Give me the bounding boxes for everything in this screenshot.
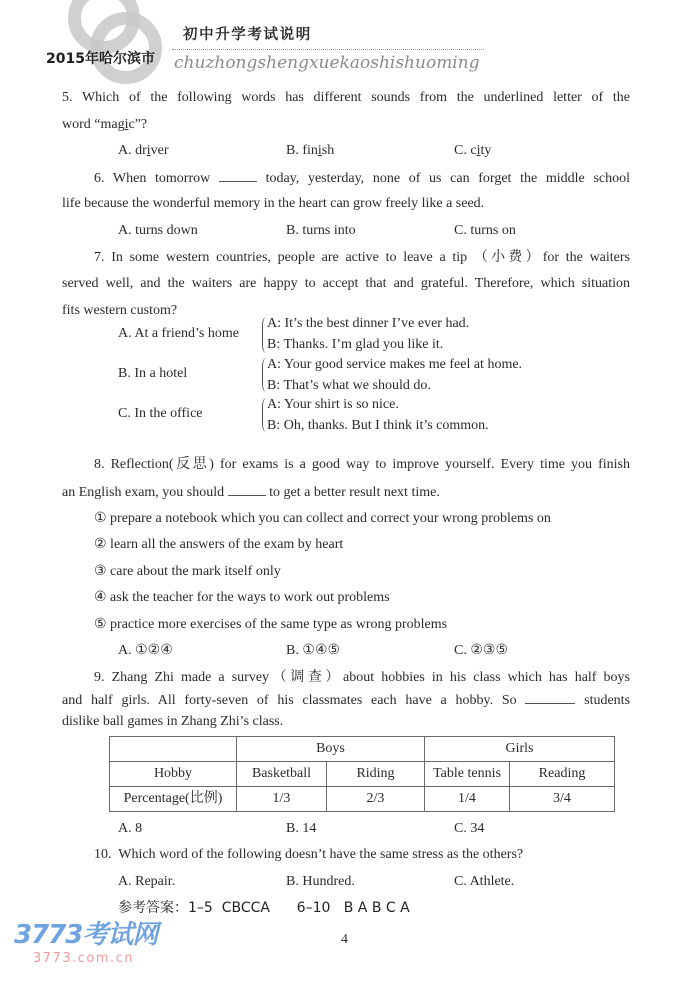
q5-underlined-letter: i xyxy=(124,117,129,132)
q8-item-2: ② learn all the answers of the exam by heart xyxy=(94,537,344,552)
q6-option-a: A. turns down xyxy=(118,223,198,238)
q9-text: 9. Zhang Zhi made a survey（调查）about hobbies in his class which has half boys xyxy=(94,670,630,685)
q6-text-pre: 6. When tomorrow xyxy=(94,171,211,186)
table-cell: 1/3 xyxy=(237,787,327,812)
q7-text-line3: fits western custom? xyxy=(62,303,178,318)
q7-text-line1 xyxy=(62,249,630,267)
q8-text-pre: an English exam, you should xyxy=(62,485,225,500)
table-cell: Basketball xyxy=(237,762,327,787)
underlined-letter: i xyxy=(146,143,151,158)
logo-ring-icon xyxy=(90,12,162,84)
q9-text-line3: dislike ball games in Zhang Zhi’s class. xyxy=(62,714,284,729)
answer-key: 参考答案：1–5 CBCCA 6–10 B A B C A xyxy=(118,900,410,916)
header-divider xyxy=(172,49,484,50)
table-cell xyxy=(110,737,237,762)
q8-text-line1 xyxy=(62,456,630,474)
q5-text-post: c”? xyxy=(128,117,148,132)
q9-option-b: B. 14 xyxy=(286,821,317,836)
option-text: B. fin xyxy=(286,143,318,158)
q8-item-3: ③ care about the mark itself only xyxy=(94,564,281,579)
option-text: sh xyxy=(321,143,335,158)
q10-option-a: A. Repair. xyxy=(118,874,176,889)
header-title: 初中升学考试说明 xyxy=(183,27,312,43)
q6-option-b: B. turns into xyxy=(286,223,356,238)
q5-option-c xyxy=(454,142,491,160)
q6-text-line1 xyxy=(62,169,630,188)
q5-text-line2 xyxy=(62,116,147,134)
page-number: 4 xyxy=(341,932,348,947)
survey-table xyxy=(109,736,615,812)
q9-option-c: C. 34 xyxy=(454,821,485,836)
q9-text-post: students xyxy=(584,693,631,708)
q6-text-post: today, yesterday, none of us can forget the middle school xyxy=(265,171,630,186)
q10-text-line1: 10. Which word of the following doesn’t have the same stress as the others? xyxy=(94,847,524,862)
table-cell: Riding xyxy=(327,762,425,787)
q5-text-line1: 5. Which of the following words has different sounds from the underlined letter of the xyxy=(62,90,630,105)
q8-option-a: A. ①②④ xyxy=(118,643,173,658)
option-text: A. dr xyxy=(118,143,147,158)
table-cell: Table tennis xyxy=(425,762,510,787)
q10-option-c: C. Athlete. xyxy=(454,874,515,889)
table-cell: Percentage(比例) xyxy=(110,787,237,812)
q8-option-c: C. ②③⑤ xyxy=(454,643,508,658)
watermark-domain: 3773.com.cn xyxy=(33,951,134,966)
q8-text-line2 xyxy=(62,483,440,502)
q6-option-c: C. turns on xyxy=(454,223,516,238)
table-row xyxy=(110,787,615,812)
q9-option-a: A. 8 xyxy=(118,821,143,836)
q7-option-b-label: B. In a hotel xyxy=(118,366,188,381)
q7-option-a-line-a: A: It’s the best dinner I’ve ever had. xyxy=(267,316,470,331)
table-cell: 2/3 xyxy=(327,787,425,812)
q9-text-line2 xyxy=(62,691,630,710)
header-city-year: 2015年哈尔滨市 xyxy=(46,51,155,67)
table-cell: Reading xyxy=(510,762,615,787)
q6-blank xyxy=(219,169,257,182)
q7-option-a-label: A. At a friend’s home xyxy=(118,326,239,341)
underlined-letter: i xyxy=(476,143,481,158)
q7-option-c-line-b: B: Oh, thanks. But I think it’s common. xyxy=(267,418,489,433)
underlined-letter: i xyxy=(317,143,322,158)
q7-option-c-label: C. In the office xyxy=(118,406,203,421)
table-cell: 3/4 xyxy=(510,787,615,812)
table-row xyxy=(110,762,615,787)
q5-option-a xyxy=(118,142,169,160)
q6-text-line2: life because the wonderful memory in the heart can grow freely like a seed. xyxy=(62,196,485,211)
table-cell: Hobby xyxy=(110,762,237,787)
table-header-boys: Boys xyxy=(237,737,425,762)
q7-option-b-line-a: A: Your good service makes me feel at home. xyxy=(267,357,523,372)
q10-option-b: B. Hundred. xyxy=(286,874,355,889)
q8-item-5: ⑤ practice more exercises of the same type as wrong problems xyxy=(94,617,448,632)
header-pinyin: chuzhongshengxuekaoshishuoming xyxy=(174,53,480,73)
table-header-girls: Girls xyxy=(425,737,615,762)
q8-option-b: B. ①④⑤ xyxy=(286,643,340,658)
option-text: ty xyxy=(480,143,492,158)
q7-option-c-line-a: A: Your shirt is so nice. xyxy=(267,397,399,412)
q7-option-b-line-b: B: That’s what we should do. xyxy=(267,378,431,393)
watermark-logo: 3773考试网 xyxy=(14,920,158,950)
q5-text-pre: word “mag xyxy=(62,117,125,132)
q8-text-post: to get a better result next time. xyxy=(269,485,440,500)
q8-item-4: ④ ask the teacher for the ways to work out problems xyxy=(94,590,390,605)
table-cell: 1/4 xyxy=(425,787,510,812)
q9-blank xyxy=(525,691,575,704)
q7-option-a-line-b: B: Thanks. I’m glad you like it. xyxy=(267,337,444,352)
q8-text: 8. Reflection(反思) for exams is a good way to improve yourself. Every time you finish xyxy=(94,457,630,472)
q7-text: 7. In some western countries, people are active to leave a tip （小费）for the waiters xyxy=(94,250,630,265)
q7-text-line2: served well, and the waiters are happy to accept that and grateful. Therefore, which situation xyxy=(62,276,630,291)
q9-text-pre: and half girls. All forty-seven of his classmates each have a hobby. So xyxy=(62,693,517,708)
option-text: ver xyxy=(150,143,169,158)
q9-text-line1 xyxy=(62,669,630,687)
option-text: C. c xyxy=(454,143,477,158)
q8-blank xyxy=(228,483,266,496)
table-row xyxy=(110,737,615,762)
q8-item-1: ① prepare a notebook which you can collect and correct your wrong problems on xyxy=(94,511,551,526)
q5-option-b xyxy=(286,142,334,160)
